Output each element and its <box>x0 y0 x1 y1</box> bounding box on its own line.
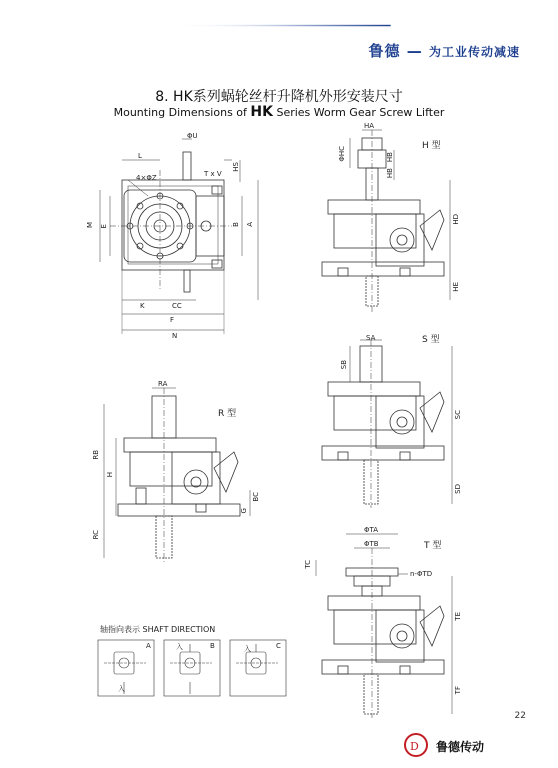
h-type-title: H 型 <box>422 141 441 151</box>
label-k: K <box>140 302 145 310</box>
label-tc: TC <box>304 560 312 569</box>
shaft-direction-title: 轴指向表示 SHAFT DIRECTION <box>100 625 216 634</box>
label-ha: HA <box>364 122 375 130</box>
title-english-suffix: Series Worm Gear Screw Lifter <box>272 106 445 119</box>
label-cc: CC <box>172 302 182 310</box>
shaft-direction-letter-b: B <box>210 642 215 650</box>
title-english-hk: HK <box>250 104 273 120</box>
label-n: N <box>172 332 178 340</box>
label-sb: SB <box>340 360 348 370</box>
label-hd: HD <box>452 214 460 225</box>
r-type-title: R 型 <box>218 409 237 419</box>
svg-text:D: D <box>410 740 419 753</box>
title-english-prefix: Mounting Dimensions of <box>113 106 251 119</box>
s-type-title: S 型 <box>422 335 440 345</box>
label-sd: SD <box>454 484 462 494</box>
label-phi-hc: ΦHC <box>338 146 346 162</box>
label-ra: RA <box>158 380 168 388</box>
label-b: B <box>232 222 240 227</box>
label-bc: BC <box>252 492 260 502</box>
shaft-direction-in-c: 入 <box>244 645 251 653</box>
label-rb: RB <box>92 450 100 460</box>
label-he: HE <box>452 282 460 292</box>
label-hs: HS <box>232 162 240 172</box>
label-e: E <box>100 224 108 229</box>
shaft-direction-letter-c: C <box>276 642 281 650</box>
label-m: M <box>86 222 94 229</box>
t-type-view <box>316 534 452 718</box>
label-rc: RC <box>92 530 100 540</box>
label-phi-tb: ΦTB <box>364 540 379 548</box>
label-tf: TF <box>454 686 462 695</box>
label-g: G <box>240 508 248 514</box>
page-title-chinese: 8. HK系列蜗轮丝杆升降机外形安装尺寸 <box>155 89 403 105</box>
shaft-direction-letter-a: A <box>146 642 151 650</box>
label-f: F <box>170 316 175 324</box>
label-a: A <box>246 222 254 227</box>
label-phi-u: ΦU <box>187 132 198 140</box>
t-type-title: T 型 <box>424 541 442 551</box>
footer-brand: 鲁德传动 <box>436 740 485 754</box>
shaft-direction-in-b: 入 <box>176 643 183 651</box>
label-phi-ta: ΦTA <box>364 526 379 534</box>
label-hb-1: HB <box>386 152 394 163</box>
label-txv: T x V <box>204 170 222 178</box>
shaft-direction-views <box>98 640 286 696</box>
label-te: TE <box>454 612 462 621</box>
page-number: 22 <box>514 711 526 721</box>
label-four-phi-z: 4×ΦZ <box>136 174 157 182</box>
label-h: H <box>106 472 114 478</box>
label-n-phi-td: n-ΦTD <box>410 570 433 578</box>
label-l: L <box>138 152 142 160</box>
label-sa: SA <box>366 334 376 342</box>
label-sc: SC <box>454 410 462 420</box>
label-hb-2: HB <box>386 168 394 179</box>
brand-slogan: 为工业传动减速 <box>428 45 520 59</box>
brand-name: 鲁德 <box>368 42 401 60</box>
shaft-direction-in-a: 入 <box>118 685 125 693</box>
brand-dash: — <box>406 42 423 60</box>
footer-logo-icon <box>405 734 427 756</box>
